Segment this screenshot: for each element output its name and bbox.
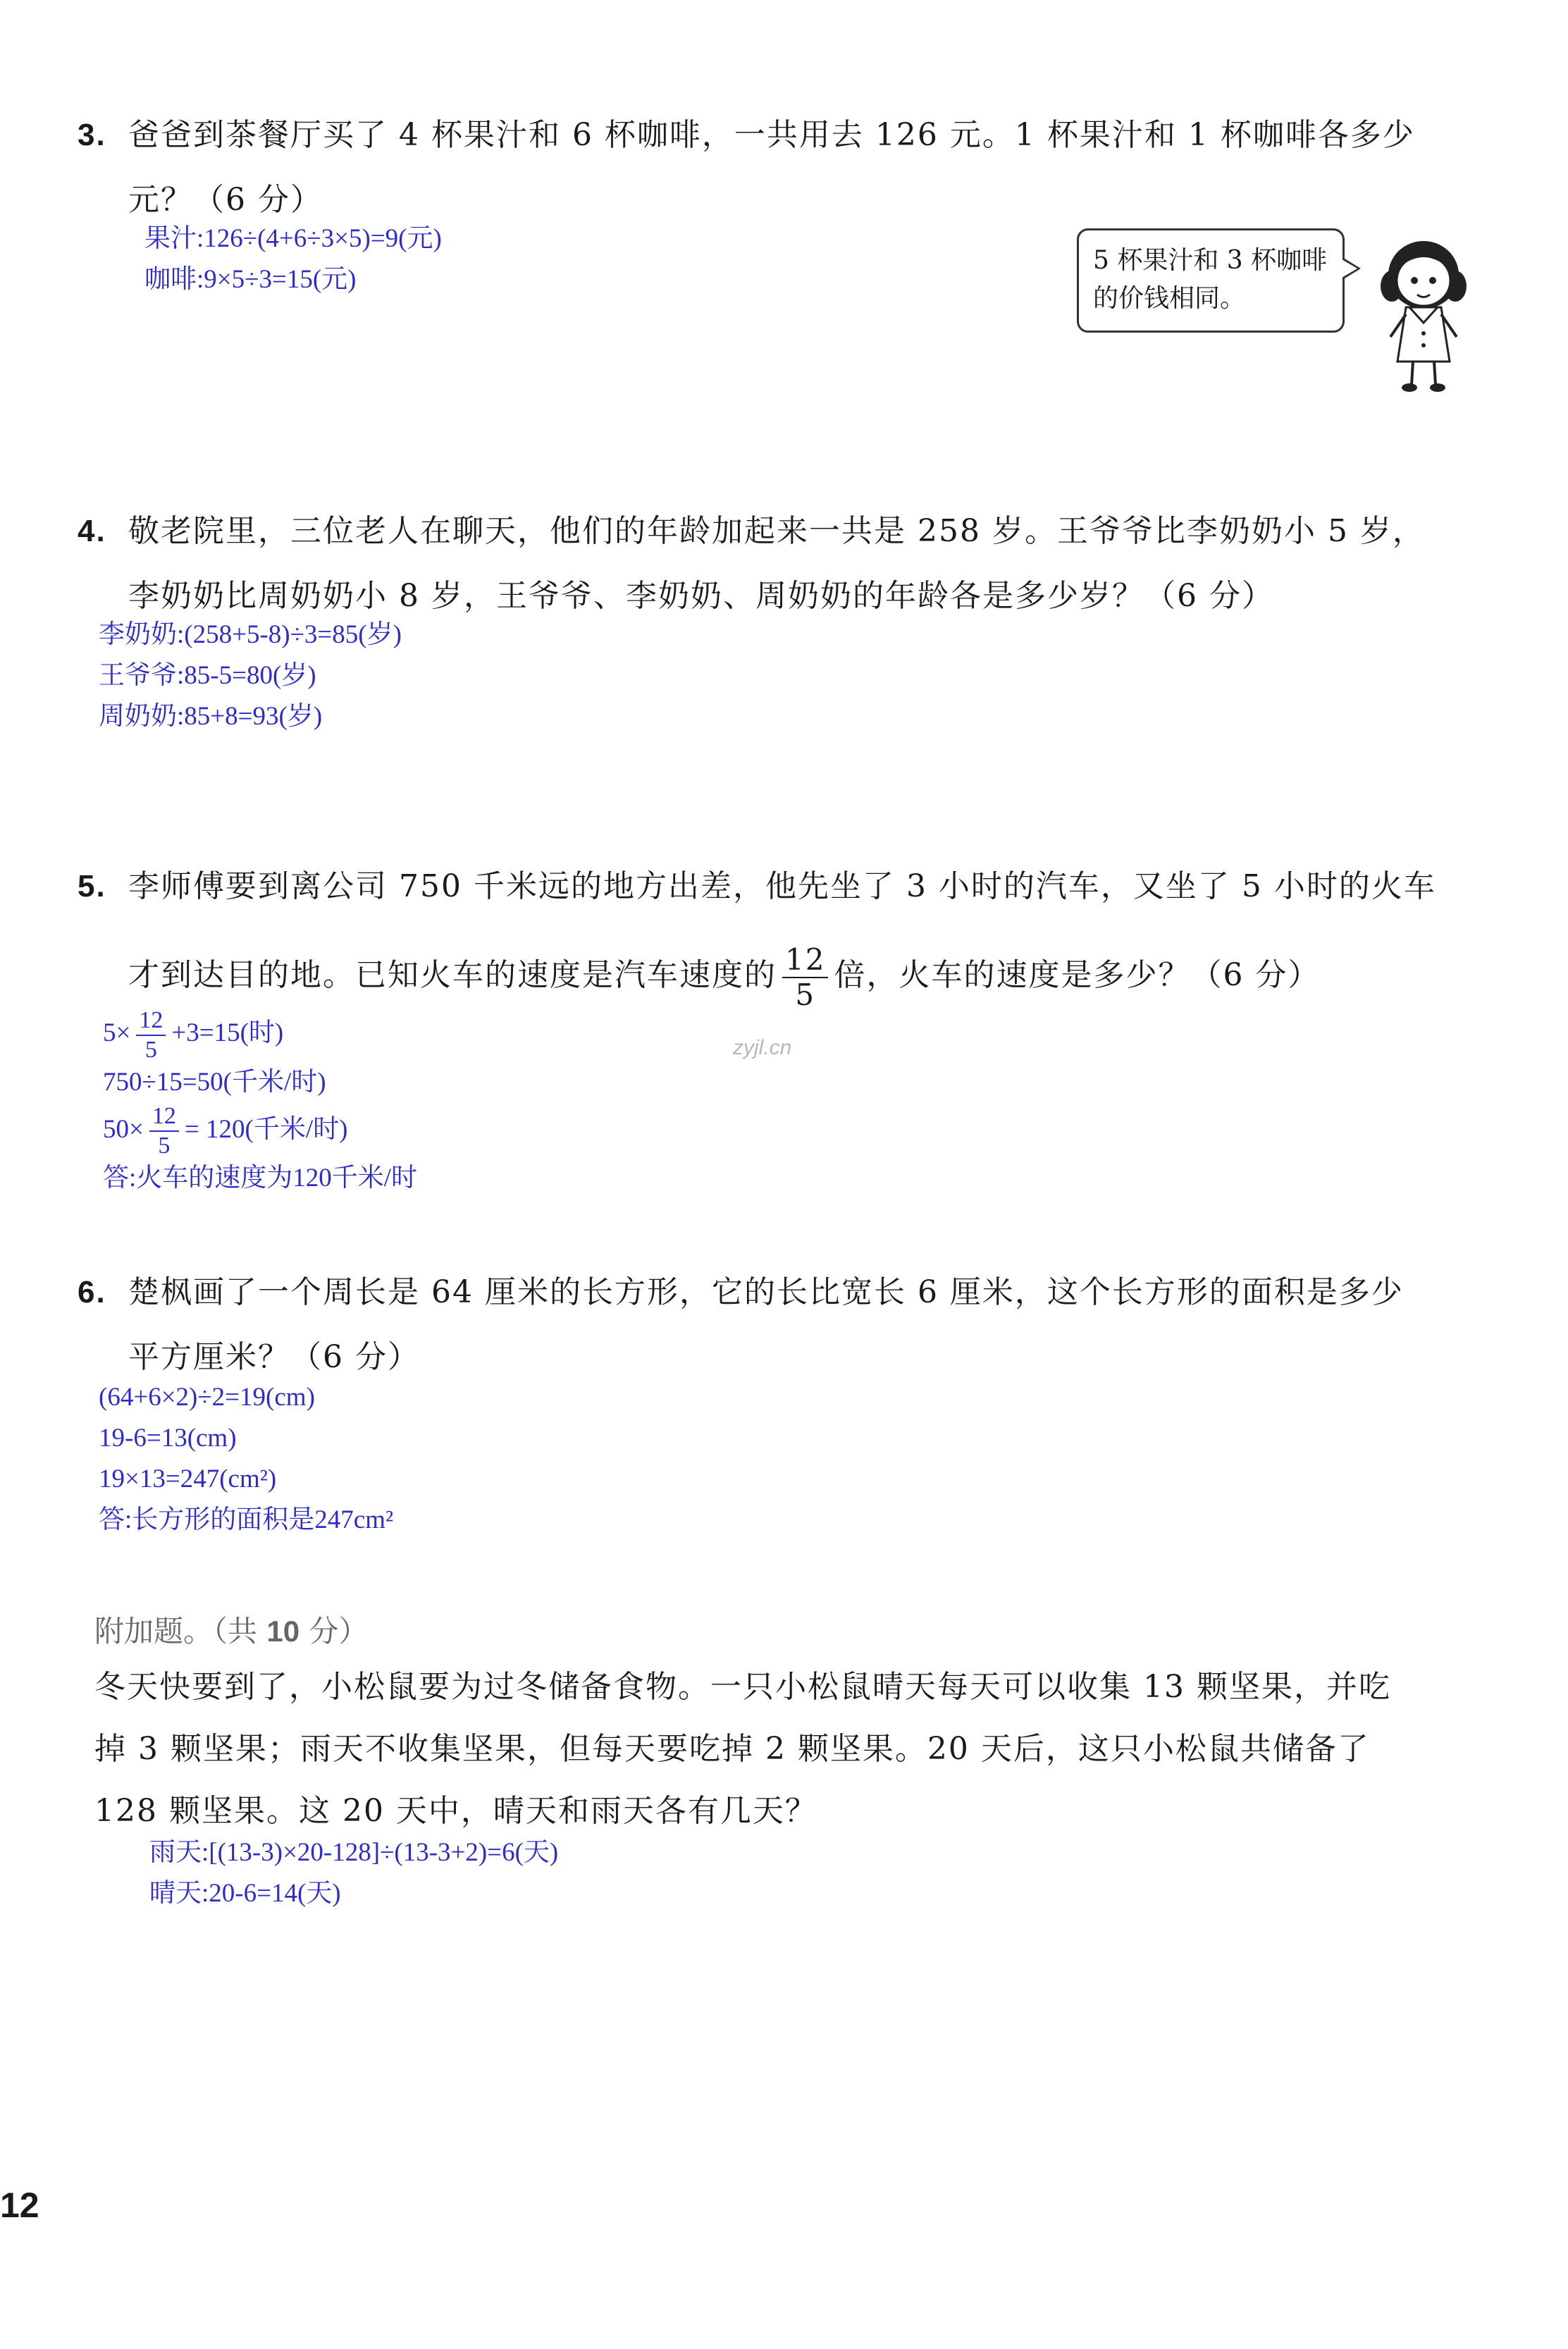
answer-line: 答:火车的速度为120千米/时	[103, 1164, 418, 1193]
fraction	[782, 942, 828, 1012]
answer-line: 50× $\frac{12}{5}$ = 120(千米/时)	[103, 1103, 348, 1159]
answer-line: 晴天:20-6=14(天)	[149, 1879, 341, 1908]
question-text: 倍，火车的速度是多少？（6 分）	[834, 957, 1321, 993]
question-number: 4.	[78, 514, 106, 548]
answer-line: 750÷15=50(千米/时)	[103, 1067, 326, 1097]
answer-line: 雨天:[(13-3)×20-128]÷(13-3+2)=6(天)	[149, 1838, 559, 1867]
question-text: 掉 3 颗坚果；雨天不收集坚果，但每天要吃掉 2 颗坚果。20 天后，这只小松鼠共储备了	[94, 1731, 1370, 1767]
question-text: 128 颗坚果。这 20 天中，晴天和雨天各有几天？	[94, 1793, 817, 1829]
answer-block-4	[99, 615, 402, 737]
answer-line: 咖啡:9×5÷3=15(元)	[144, 265, 357, 294]
extra-question-text	[94, 1656, 1490, 1842]
answer-block-extra	[149, 1832, 558, 1914]
question-text: 冬天快要到了，小松鼠要为过冬储备食物。一只小松鼠晴天每天可以收集 13 颗坚果，并吃	[94, 1669, 1391, 1705]
answer-line: 王爷爷:85-5=80(岁)	[99, 661, 316, 690]
question-number: 3.	[78, 118, 106, 152]
answer-line: 5× $\frac{12}{5}$ +3=15(时)	[103, 1006, 284, 1063]
answer-line: 周奶奶:85+8=93(岁)	[99, 702, 323, 731]
question-4	[78, 499, 1487, 629]
hint-text: 5 杯果汁和 3 杯咖啡	[1093, 246, 1328, 275]
fraction-denominator: 5	[795, 977, 816, 1012]
answer-block-5	[103, 1006, 417, 1199]
question-5	[78, 854, 1487, 1032]
question-text: 李师傅要到离公司 750 千米远的地方出差，他先坐了 3 小时的汽车，又坐了 5 小时的火车	[128, 868, 1436, 904]
answer-line: 李奶奶:(258+5-8)÷3=85(岁)	[99, 620, 402, 649]
question-text: 才到达目的地。已知火车的速度是汽车速度的	[128, 957, 777, 993]
extra-question-title: 附加题。（共 10 分）	[94, 1614, 369, 1648]
page-number: 12	[0, 2185, 39, 2225]
question-6	[78, 1260, 1487, 1390]
watermark: zyjl.cn	[733, 1036, 792, 1059]
question-text: 平方厘米？（6 分）	[128, 1339, 420, 1375]
answer-block-6	[99, 1377, 393, 1541]
question-number: 5.	[78, 869, 106, 904]
fraction: $\frac{12}{5}$	[136, 1009, 166, 1062]
question-text: 敬老院里，三位老人在聊天，他们的年龄加起来一共是 258 岁。王爷爷比李奶奶小 5 岁，	[128, 513, 1425, 549]
hint-speech-bubble	[1077, 228, 1345, 333]
answer-block-3	[144, 218, 442, 300]
question-text: 李奶奶比周奶奶小 8 岁，王爷爷、李奶奶、周奶奶的年龄各是多少岁？（6 分）	[128, 578, 1274, 614]
answer-line: 19-6=13(cm)	[99, 1424, 237, 1453]
fraction: $\frac{12}{5}$	[149, 1104, 179, 1158]
question-text: 爸爸到茶餐厅买了 4 杯果汁和 6 杯咖啡，一共用去 126 元。1 杯果汁和 1 杯咖啡各多少	[128, 117, 1415, 153]
question-text: 元？（6 分）	[128, 182, 323, 218]
answer-line: 19×13=247(cm²)	[99, 1465, 277, 1493]
hint-text: 的价钱相同。	[1093, 284, 1246, 313]
answer-line: 果汁:126÷(4+6÷3×5)=9(元)	[144, 224, 442, 253]
fraction-numerator: 12	[782, 945, 828, 978]
question-3	[78, 103, 1487, 233]
answer-line: (64+6×2)÷2=19(cm)	[99, 1383, 315, 1412]
question-text: 楚枫画了一个周长是 64 厘米的长方形，它的长比宽长 6 厘米，这个长方形的面积是多少	[128, 1274, 1404, 1310]
answer-line: 答:长方形的面积是247cm²	[99, 1505, 394, 1534]
question-number: 6.	[78, 1275, 106, 1309]
girl-illustration	[1371, 231, 1476, 393]
